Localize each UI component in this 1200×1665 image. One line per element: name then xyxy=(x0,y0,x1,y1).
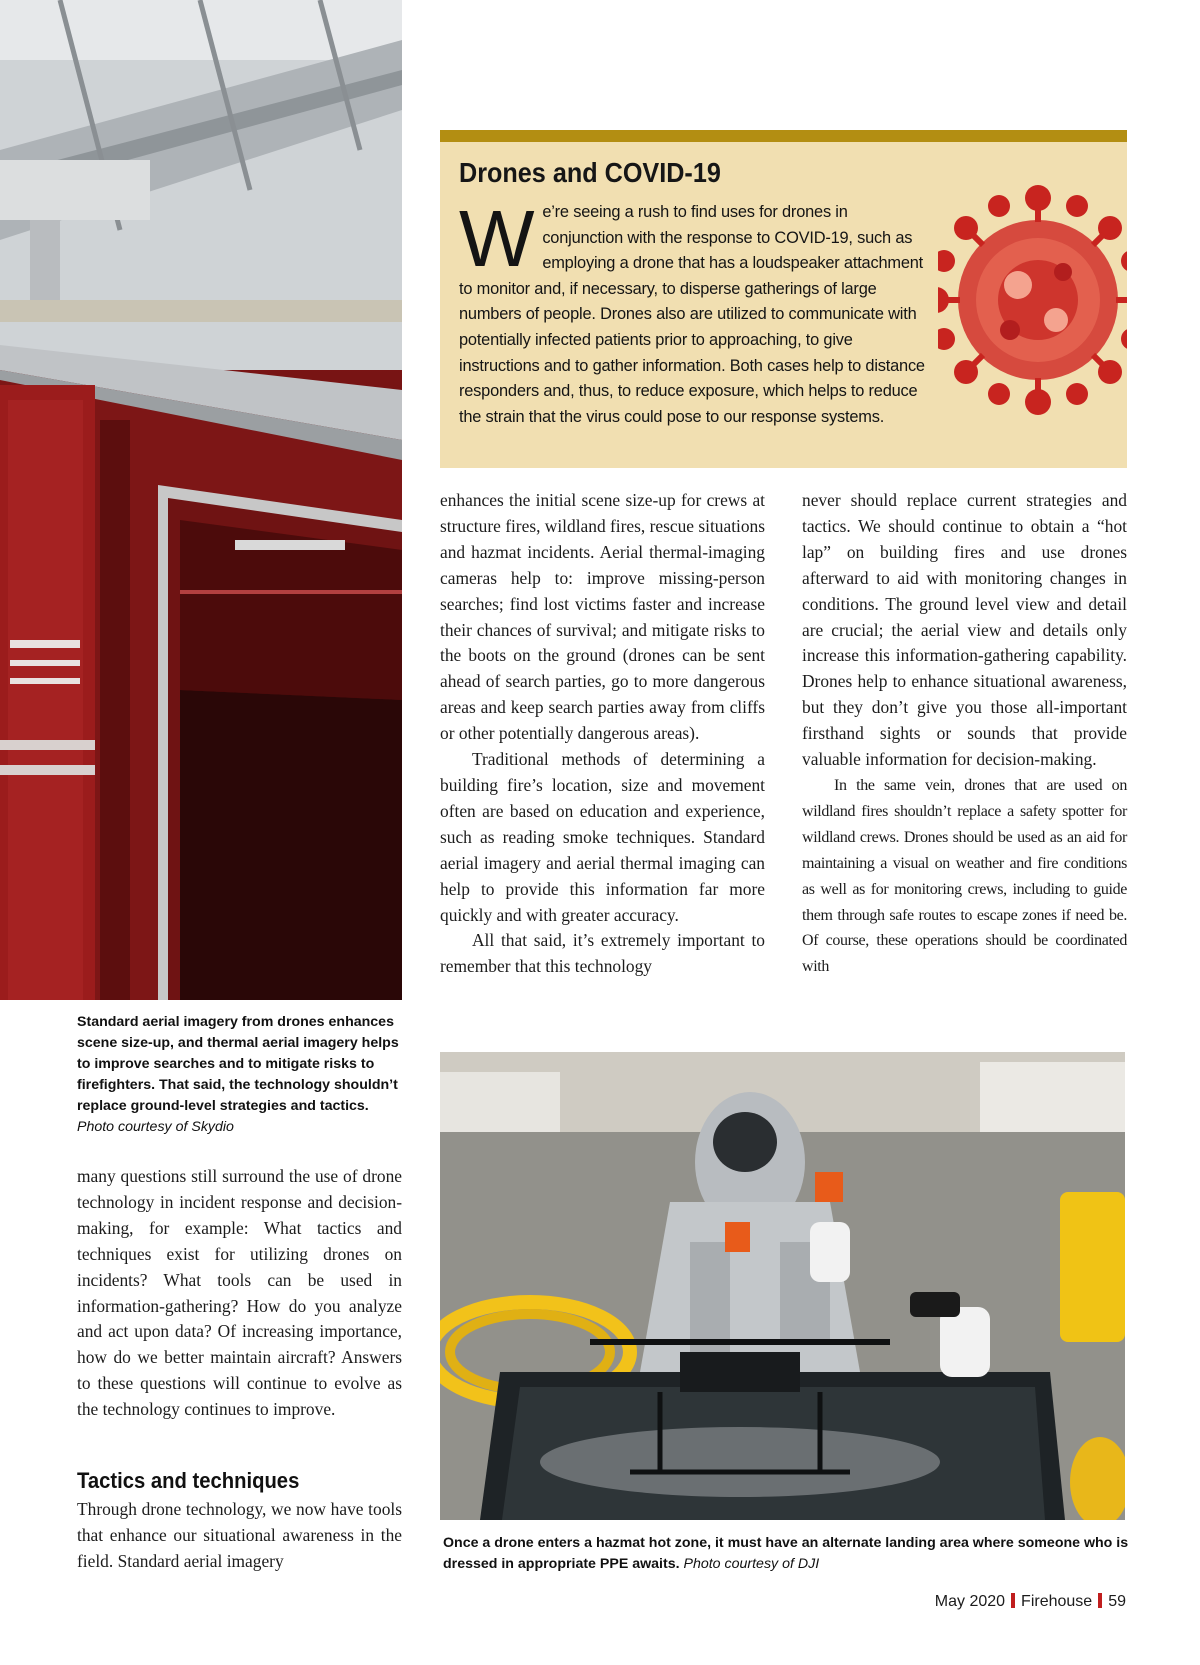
middle-paragraph-3: All that said, it’s extremely important to remember that this technology xyxy=(440,930,765,977)
sidebar-title: Drones and COVID-19 xyxy=(459,157,721,188)
right-column-text xyxy=(802,488,1127,980)
left-photo-credit: Photo courtesy of Skydio xyxy=(77,1119,234,1135)
middle-column-text xyxy=(440,488,765,980)
sidebar-dropcap: W xyxy=(459,194,535,283)
coronavirus-illustration xyxy=(938,150,1127,450)
sidebar-accent-bar xyxy=(440,130,1127,142)
bottom-photo-credit: Photo courtesy of DJI xyxy=(683,1556,820,1572)
left-photo-caption-text: Standard aerial imagery from drones enhances scene size-up, and thermal aerial imagery helps to improve searches and to mitigate risks to firefighters. That said, the technology shouldn’t replace ground-level strategies and tactics. xyxy=(77,1014,399,1114)
tactics-column-text xyxy=(77,1497,402,1575)
page-footer xyxy=(935,1593,1126,1611)
footer-separator xyxy=(1098,1593,1102,1608)
left-column-text xyxy=(77,1164,402,1423)
fire-truck-photo xyxy=(0,0,402,1000)
bottom-photo-caption xyxy=(443,1533,1133,1575)
sidebar-body xyxy=(459,194,929,430)
middle-paragraph-1: enhances the initial scene size-up for crews at structure fires, wildland fires, rescue situations and hazmat incidents. Aerial thermal-imaging cameras help to: improve missing-person searches; find lost victims faster and increase their chances of survival; and mitigate risks to the boots on the ground (drones can be sent ahead of search parties, go to more dangerous areas and keep search parties away from cliffs or other potentially dangerous areas). xyxy=(440,490,766,744)
right-paragraph-1: never should replace current strategies and tactics. We should continue to obtain a “hot lap” on building fires and use drones afterward to aid with monitoring changes in conditions. The ground level view and detail are crucial; the aerial view and details only increase this information-gathering capability. Drones help to enhance situational awareness, but they don’t give you those all-important firsthand sights or sounds that provide valuable information for decision-making. xyxy=(802,490,1127,770)
covid-sidebar xyxy=(440,130,1127,468)
sidebar-body-text: e’re seeing a rush to find uses for drones in conjunction with the response to COVID-19, such as employing a drone that has a loudspeaker attachment to monitor and, if necessary, to disperse gatherings of large numbers of people. Drones also are utilized to communicate with potentially infected patients prior to approaching, to give instructions and to gather information. Both cases help to distance responders and, thus, to reduce exposure, which helps to reduce the strain that the virus could pose to our response systems. xyxy=(459,203,925,426)
hazmat-drone-photo xyxy=(440,1052,1125,1520)
bottom-photo-caption-text: Once a drone enters a hazmat hot zone, it must have an alternate landing area where someone who is dressed in appropriate PPE awaits. xyxy=(443,1535,1129,1572)
left-photo-caption xyxy=(77,1012,402,1138)
right-paragraph-2: In the same vein, drones that are used on wildland fires shouldn’t replace a safety spotter for wildland crews. Drones should be used as an aid for maintaining a visual on weather and fire conditions as well as for monitoring crews, including to guide them through safe routes to escape zones if need be. Of course, these operations should be coordinated with xyxy=(802,776,1127,976)
footer-magazine: Firehouse xyxy=(1021,1593,1093,1610)
section-heading-tactics: Tactics and techniques xyxy=(77,1468,300,1493)
hazmat-drone-illustration xyxy=(440,1052,1125,1520)
tactics-paragraph: Through drone technology, we now have tools that enhance our situational awareness in the field. Standard aerial imagery xyxy=(77,1499,402,1571)
middle-paragraph-2: Traditional methods of determining a building fire’s location, size and movement often are based on education and experience, such as reading smoke techniques. Standard aerial imagery and aerial thermal imaging can help to provide this information far more quickly and with greater accuracy. xyxy=(440,749,765,925)
left-paragraph: many questions still surround the use of drone technology in incident response and decision-making, for example: What tactics and techniques exist for utilizing drones on incidents? What tools can be used in information-gathering? How do you analyze and act upon data? Of increasing importance, how do we better maintain aircraft? Answers to these questions will continue to evolve as the technology continues to improve. xyxy=(77,1166,402,1420)
footer-page-number: 59 xyxy=(1108,1593,1126,1610)
footer-date: May 2020 xyxy=(934,1593,1006,1610)
fire-truck-illustration xyxy=(0,0,402,1000)
footer-separator xyxy=(1011,1593,1015,1608)
